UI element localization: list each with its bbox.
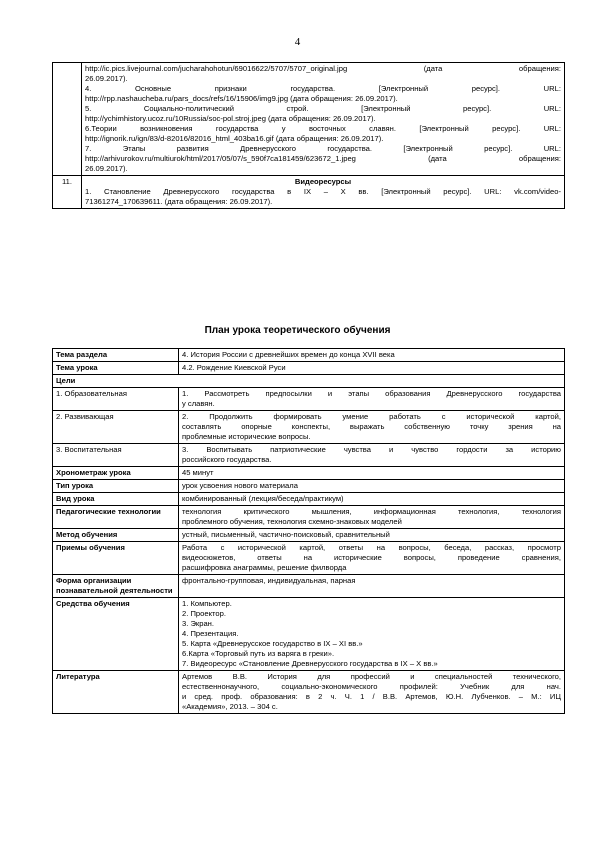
text-line: у славян. <box>182 399 215 408</box>
text-line: 3. Экран. <box>182 619 214 628</box>
plan-row-value <box>179 467 565 480</box>
plan-row-label: Форма организации познавательной деятельности <box>53 575 179 598</box>
text-line: «Академия», 2013. – 304 с. <box>182 702 278 711</box>
plan-row <box>53 575 565 598</box>
plan-row-value <box>179 575 565 598</box>
text-line: проблемного обучения, технология схемно-знаковых моделей <box>182 517 402 526</box>
plan-row-label: Тема раздела <box>53 349 179 362</box>
plan-row-label: Тема урока <box>53 362 179 375</box>
text-line: http://ychimhistory.ucoz.ru/10Russia/soc-pol.stroj.jpeg (дата обращения: 26.09.2017). <box>85 114 376 123</box>
plan-row-value <box>179 349 565 362</box>
plan-row-value <box>179 444 565 467</box>
text-line: http://rpp.nashaucheba.ru/pars_docs/refs/16/15906/img9.jpg (дата обращения: 26.09.2017). <box>85 94 398 103</box>
plan-row <box>53 529 565 542</box>
plan-row-label: Вид урока <box>53 493 179 506</box>
plan-row-value <box>179 506 565 529</box>
image-resources-cell <box>82 63 565 176</box>
video-resources-heading: Видеоресурсы <box>294 177 352 186</box>
table-row <box>53 63 565 176</box>
plan-row <box>53 598 565 671</box>
text-line: комбинированный (лекция/беседа/практикум) <box>182 494 344 503</box>
row-number-cell <box>53 63 82 176</box>
text-line: 6.Карта «Торговый путь из варяга в греки». <box>182 649 335 658</box>
text-line: естественнонаучного, социально-экономического профилей: Учебник для нач. <box>182 682 561 691</box>
text-line: 7. Этапы развития Древнерусского государства. [Электронный ресурс]. URL: <box>85 144 561 153</box>
text-line: 4. История России с древнейших времен до конца XVII века <box>182 350 395 359</box>
text-line: 1. Рассмотреть предпосылки и этапы образования Древнерусского государства <box>182 389 561 398</box>
text-line: 1. Компьютер. <box>182 599 232 608</box>
plan-row <box>53 411 565 444</box>
plan-row-value <box>179 598 565 671</box>
text-line: составлять опорные конспекты, выражать собственную точку зрения на <box>182 422 561 431</box>
plan-row-label: Метод обучения <box>53 529 179 542</box>
text-line: 4. Презентация. <box>182 629 239 638</box>
table-row <box>53 176 565 209</box>
plan-row-value <box>179 671 565 714</box>
plan-row-label: 3. Воспитательная <box>53 444 179 467</box>
text-line: технология критического мышления, информационная технология, технология <box>182 507 561 516</box>
row-number-cell: 11. <box>53 176 82 209</box>
plan-row-value <box>179 362 565 375</box>
text-line: видеосюжетов, ответы на исторические вопросы, проведение сравнения, <box>182 553 561 562</box>
text-line: Работа с исторической картой, ответы на вопросы, беседа, рассказ, просмотр <box>182 543 561 552</box>
text-line: 6.Теории возникновения государства у восточных славян. [Электронный ресурс]. URL: <box>85 124 561 133</box>
lesson-plan-table <box>52 348 565 714</box>
text-line: Артемов В.В. История для профессий и специальностей технического, <box>182 672 561 681</box>
plan-row-value <box>179 388 565 411</box>
text-line: http://ic.pics.livejournal.com/jucharahohotun/69016622/5707/5707_original.jpg (дата обращения: <box>85 64 561 73</box>
text-line: 5. Социально-политический строй. [Электронный ресурс]. URL: <box>85 104 561 113</box>
plan-row-label: 1. Образовательная <box>53 388 179 411</box>
plan-row-label: Тип урока <box>53 480 179 493</box>
plan-row <box>53 506 565 529</box>
plan-row-value <box>179 542 565 575</box>
text-line: урок усвоения нового материала <box>182 481 298 490</box>
text-line: и сред. проф. образования: в 2 ч. Ч. 1 / В.В. Артемов, Ю.Н. Лубченков. – М.: ИЦ <box>182 692 561 701</box>
page-number: 4 <box>294 36 301 48</box>
text-line: 4. Основные признаки государства. [Электронный ресурс]. URL: <box>85 84 561 93</box>
plan-row-value <box>179 411 565 444</box>
text-line: 7. Видеоресурс «Становление Древнерусского государства в IX – X вв.» <box>182 659 438 668</box>
plan-row-label: Приемы обучения <box>53 542 179 575</box>
text-line: 26.09.2017). <box>85 164 128 173</box>
plan-row <box>53 362 565 375</box>
text-line: 1. Становление Древнерусского государства в IX – X вв. [Электронный ресурс]. URL: vk.com/video- <box>85 187 561 196</box>
plan-row <box>53 480 565 493</box>
plan-row-label: Средства обучения <box>53 598 179 671</box>
plan-row-value <box>179 480 565 493</box>
text-line: фронтально-групповая, индивидуальная, парная <box>182 576 356 585</box>
plan-row-label: Литература <box>53 671 179 714</box>
text-line: 71361274_170639611. (дата обращения: 26.09.2017). <box>85 197 273 206</box>
plan-row-label: Хронометраж урока <box>53 467 179 480</box>
text-line: http://arhivurokov.ru/multiurok/html/2017/05/07/s_590f7ca181459/623672_1.jpeg (дата обращения: <box>85 154 561 163</box>
text-line: 5. Карта «Древнерусское государство в IX – XI вв.» <box>182 639 363 648</box>
plan-row-value <box>179 493 565 506</box>
text-line: проблемные исторические вопросы. <box>182 432 311 441</box>
plan-row <box>53 467 565 480</box>
plan-row <box>53 542 565 575</box>
plan-row-value <box>179 529 565 542</box>
text-line: 26.09.2017). <box>85 74 128 83</box>
text-line: российского государства. <box>182 455 272 464</box>
plan-row <box>53 349 565 362</box>
resources-table <box>52 62 565 209</box>
plan-row-label: Педагогические технологии <box>53 506 179 529</box>
text-line: http://ignorik.ru/ign/83/d-82016/82016_html_403ba16.gif (дата обращения: 26.09.2017). <box>85 134 384 143</box>
text-line: расшифровка анаграммы, решение филворда <box>182 563 347 572</box>
plan-row <box>53 493 565 506</box>
text-line: 2. Продолжить формировать умение работать с исторической картой, <box>182 412 561 421</box>
plan-row-label: Цели <box>53 375 565 388</box>
text-line: 4.2. Рождение Киевской Руси <box>182 363 286 372</box>
text-line: устный, письменный, частично-поисковый, сравнительный <box>182 530 390 539</box>
text-line: 2. Проектор. <box>182 609 226 618</box>
plan-row <box>53 444 565 467</box>
plan-row <box>53 388 565 411</box>
plan-row <box>53 671 565 714</box>
plan-row <box>53 375 565 388</box>
lesson-plan-title: План урока теоретического обучения <box>204 325 391 336</box>
text-line: 45 минут <box>182 468 214 477</box>
text-line: 3. Воспитывать патриотические чувства и чувство гордости за историю <box>182 445 561 454</box>
plan-row-label: 2. Развивающая <box>53 411 179 444</box>
video-resources-cell <box>82 176 565 209</box>
